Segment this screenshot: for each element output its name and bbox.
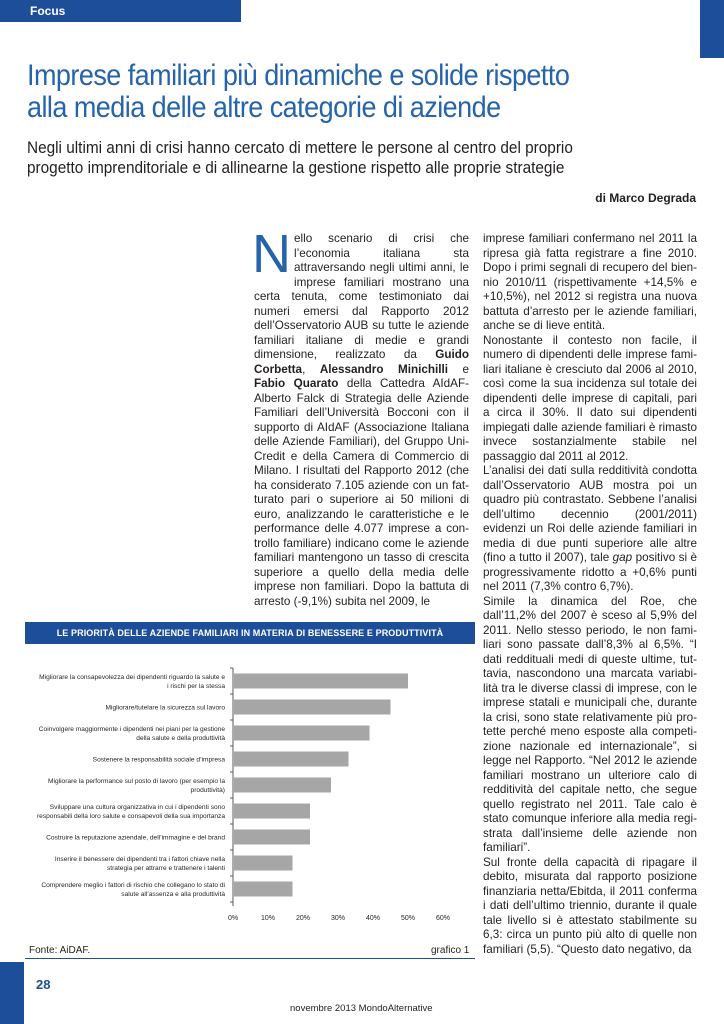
bar [234,778,331,793]
x-tick-label: 30% [330,915,346,922]
x-tick-label: 0% [227,915,239,922]
category-label: Migliorare/tutelare la sicurezza sul lavoro [105,704,225,712]
x-tick-label: 40% [365,915,381,922]
title-line-2: alla media delle altre categorie di aziende [27,91,501,124]
bar [234,882,293,897]
divider [25,958,475,959]
author-name-2: Alessandro Minichilli [319,362,448,376]
paragraph: Sul fronte della capacità di ripagare il debito, misurata dal rapporto posizione finanziaria netta/Ebitda, il 2011 conferma i dati dell’ultimo triennio, durante il quale tale livello si è attestato stabilmente su 6,3: circa un punto più alto di quelle non familiari (5,5). “Questo dato negativo, da [483,855,697,956]
figure-source: Fonte: AiDAF. [29,945,91,956]
category-label: Coinvolgere maggiormente i dipendenti nei piani per la gestione della salute e della produttività [38,725,225,742]
figure-label: grafico 1 [431,945,470,956]
article-title [27,60,603,124]
text-run: della Cattedra AIdAF-Alberto Falck di Strategia delle Aziende Familiari dell’Università Bocconi con il supporto di AIdAF (Associazione Italiana delle Aziende Familiari), del Gruppo UniCredit e della Camera di Commercio di Milano. I risultati del Rapporto 2012 (che ha considerato 7.105 aziende con un fatturato pari o superiore ai 50 milioni di euro, analizzando le caratteristiche e le performance delle 4.077 imprese a controllo familiare) indicano come le aziende familiari mantengono un tasso di crescita superiore a quello della media delle imprese non familiari. Dopo la battuta di arresto (-9,1%) subita nel 2009, le [254,377,469,608]
italic-term: gap [612,551,633,564]
text-run: L’analisi dei dati sulla redditività condotta dall’Osservatorio AUB mostra poi un quadro più contrastato. Sebbene l’analisi dell’ultimo decennio (2001/2011) evidenzi un Roi delle aziende familiari in media di due punti superiore alle altre (fino a tutto il 2007), tale [483,464,697,564]
x-tick-label: 20% [295,915,311,922]
chart-title: LE PRIORITÀ DELLE AZIENDE FAMILIARI IN MATERIA DI BENESSERE E PRODUTTIVITÀ [25,622,475,644]
bar [234,700,391,715]
chart-svg [25,644,475,924]
text-run: positivo si è progressivamente ridotto a +0,6% punti nel 2011 (7,3% contro 6,7%). [483,551,698,593]
x-tick-label: 10% [260,915,276,922]
category-label: Inserire il benessere dei dipendenti tra i fattori chiave nella strategia per attrarre e trattenere i talenti [54,855,225,872]
text-run: , [302,362,320,376]
bar [234,752,349,767]
bar-chart [25,644,475,924]
paragraph [252,224,470,609]
article-column-2 [483,232,697,957]
text-run: e [448,362,470,376]
bar [234,674,408,689]
category-label: Comprendere meglio i fattori di rischio che collegano lo stato di salute all’assenza e alla produttività [41,881,225,898]
page-number: 28 [36,977,51,992]
side-tab [700,0,724,58]
issue-footer: novembre 2013 MondoAlternative [290,1003,433,1014]
category-label: Sostenere la responsabilità sociale d’impresa [92,756,225,764]
author-name-3: Fabio Quarato [254,377,339,390]
drop-cap: N [252,224,291,284]
category-label: Costruire la reputazione aziendale, dell’immagine e del brand [46,834,225,842]
category-label: Migliorare la performance sul posto di lavoro (per esempio la produttività) [47,777,225,794]
paragraph [483,464,697,595]
title-line-1: Imprese familiari più dinamiche e solide rispetto [27,59,570,92]
paragraph: Nonostante il contesto non facile, il numero di dipendenti delle imprese familiari italiane è cresciuto dal 2006 al 2010, così come la sua incidenza sul totale dei dipendenti delle imprese di capitali, pari a circa il 30%. Il dato sui dipendenti impiegati dalle aziende familiari è rimasto invece sostanzialmente stabile nel passaggio dal 2011 al 2012. [483,333,697,463]
paragraph: Simile la dinamica del Roe, che dall’11,2% del 2007 è sceso al 5,9% del 2011. Nello stesso periodo, le non familiari sono passate dall’8,3% al 6,5%. “I dati reddituali medi di queste ultime, tuttavia, nascondono una marcata variabilità tra le diverse classi di imprese, con le imprese statali e municipali che, durante la crisi, sono state relativamente più protette perché meno esposte alla competizione nazionale ed internazionale”, si legge nel Rapporto. “Nel 2012 le aziende familiari mostrano un ulteriore calo di redditività del capitale netto, che segue quello registrato nel 2011. Tale calo è stato comunque inferiore alla media registrata dall’insieme delle aziende non familiari”. [483,594,697,854]
bar [234,830,310,845]
bar [234,726,370,741]
bar [234,804,310,819]
section-label: Focus [30,4,66,18]
article-subtitle [27,138,622,178]
x-tick-label: 60% [435,915,451,922]
paragraph: imprese familiari confermano nel 2011 la ripresa già fatta registrare a fine 2010. Dopo i primi segnali di recupero del biennio 2010/11 (rispettivamente +14,5% e +10,5%), nel 2012 si registra una nuova battuta d’arresto per le aziende familiari, anche se di lieve entità. [483,232,697,332]
subtitle-line-2: progetto imprenditoriale e di allinearne la gestione rispetto alle proprie strategie [27,159,565,177]
x-tick-label: 50% [400,915,416,922]
category-label: Migliorare la consapevolezza dei dipendenti riguardo la salute e i rischi per la stessa [39,673,225,690]
article-column-1 [252,224,470,609]
text-run: ello scenario di crisi che l’economia italiana sta attraversando negli ultimi anni, le imprese familiari mostrano una certa tenuta, come testimoniato dai numeri emersi dal Rapporto 2012 dell’Osservatorio AUB su tutte le aziende familiari italiane di medie e grandi dimensione, realizzato da [254,232,469,361]
category-label: Sviluppare una cultura organizzativa in cui i dipendenti sono responsabili della loro salute e consapevoli della sua importanza [36,803,225,820]
bar [234,856,293,871]
footer-bar [0,962,24,1024]
subtitle-line-1: Negli ultimi anni di crisi hanno cercato di mettere le persone al centro del proprio [27,139,573,157]
author-name-1: Guido Corbetta [254,348,469,376]
author-byline: di Marco Degrada [595,191,696,205]
